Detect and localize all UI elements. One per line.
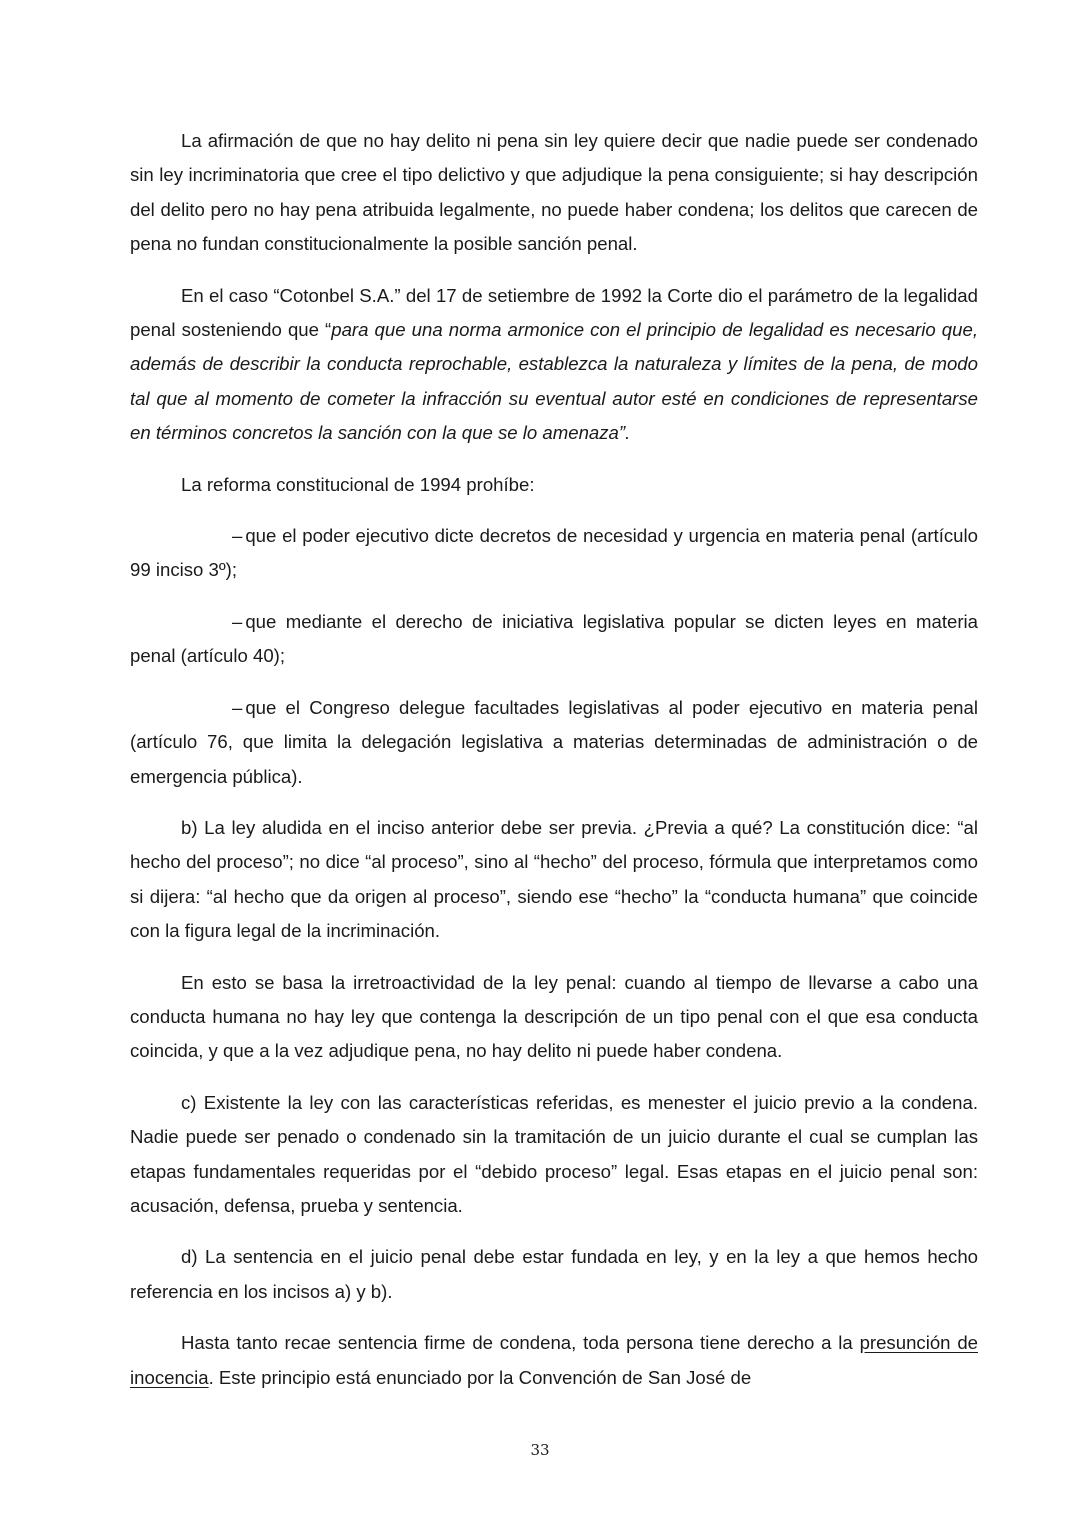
paragraph-founded-sentence: d) La sentencia en el juicio penal debe estar fundada en ley, y en la ley a que hemos hecho referencia en los incisos a) y b).: [130, 1246, 978, 1302]
paragraph-presumption-lead: Hasta tanto recae sentencia firme de condena, toda persona tiene derecho a la: [181, 1332, 860, 1354]
paragraph-non-retroactivity: En esto se basa la irretroactividad de la ley penal: cuando al tiempo de llevarse a cabo una conducta humana no hay ley que contenga la descripción de un tipo penal con el que esa conducta coincida, y que a la vez adjudique pena, no hay delito ni puede haber condena.: [130, 971, 978, 1062]
dash-bullet: –: [232, 525, 243, 547]
paragraph-cotonbel-lead: En el caso “Cotonbel S.A.” del 17 de setiembre de 1992 la Corte dio el parámetro de la legalidad penal sosteniendo que “: [130, 284, 978, 341]
document-body: [130, 124, 978, 1412]
page-number: 33: [530, 1441, 550, 1459]
presumption-of-innocence-link[interactable]: presunción de inocencia: [130, 1332, 978, 1388]
court-quote: para que una norma armonice con el principio de legalidad es necesario que, además de describir la conducta reprochable, establezca la naturaleza y límites de la pena, de modo tal que al momento de cometer la infracción su eventual autor esté en condiciones de representarse en términos concretos la sanción con la que se lo amenaza”.: [130, 319, 978, 444]
list-item: [130, 691, 978, 794]
paragraph-reform-1994: La reforma constitucional de 1994 prohíbe:: [181, 473, 535, 495]
list-item-text: que mediante el derecho de iniciativa legislativa popular se dicten leyes en materia penal (artículo 40);: [130, 610, 978, 667]
dash-bullet: –: [232, 610, 243, 632]
list-item-text: que el Congreso delegue facultades legislativas al poder ejecutivo en materia penal (artículo 76, que limita la delegación legislativa a materias determinadas de administración o de emergencia pública).: [130, 696, 978, 787]
paragraph-previous-law: b) La ley aludida en el inciso anterior debe ser previa. ¿Previa a qué? La constitución dice: “al hecho del proceso”; no dice “al proceso”, sino al “hecho” del proceso, fórmula que interpretamos como si dijera: “al hecho que da origen al proceso”, siendo ese “hecho” la “conducta humana” que coincide con la figura legal de la incriminación.: [130, 816, 978, 942]
list-item-text: que el poder ejecutivo dicte decretos de necesidad y urgencia en materia penal (artículo 99 inciso 3º);: [130, 525, 978, 581]
paragraph-presumption-tail: . Este principio está enunciado por la Convención de San José de: [208, 1366, 752, 1388]
list-item: [130, 605, 978, 674]
paragraph-principle-of-legality: La afirmación de que no hay delito ni pena sin ley quiere decir que nadie puede ser condenado sin ley incriminatoria que cree el tipo delictivo y que adjudique la pena consiguiente; si hay descripción del delito pero no hay pena atribuida legalmente, no puede haber condena; los delitos que carecen de pena no fundan constitucionalmente la posible sanción penal.: [130, 130, 978, 255]
dash-bullet: –: [232, 696, 243, 718]
paragraph-cotonbel-case: [130, 279, 978, 451]
paragraph-prior-trial: c) Existente la ley con las características referidas, es menester el juicio previo a la condena. Nadie puede ser penado o condenado sin la tramitación de un juicio durante el cual se cumplan las etapas fundamentales requeridas por el “debido proceso” legal. Esas etapas en el juicio penal son: acusación, defensa, prueba y sentencia.: [130, 1091, 978, 1216]
list-item: [130, 519, 978, 588]
paragraph-presumption-of-innocence: [130, 1326, 978, 1395]
